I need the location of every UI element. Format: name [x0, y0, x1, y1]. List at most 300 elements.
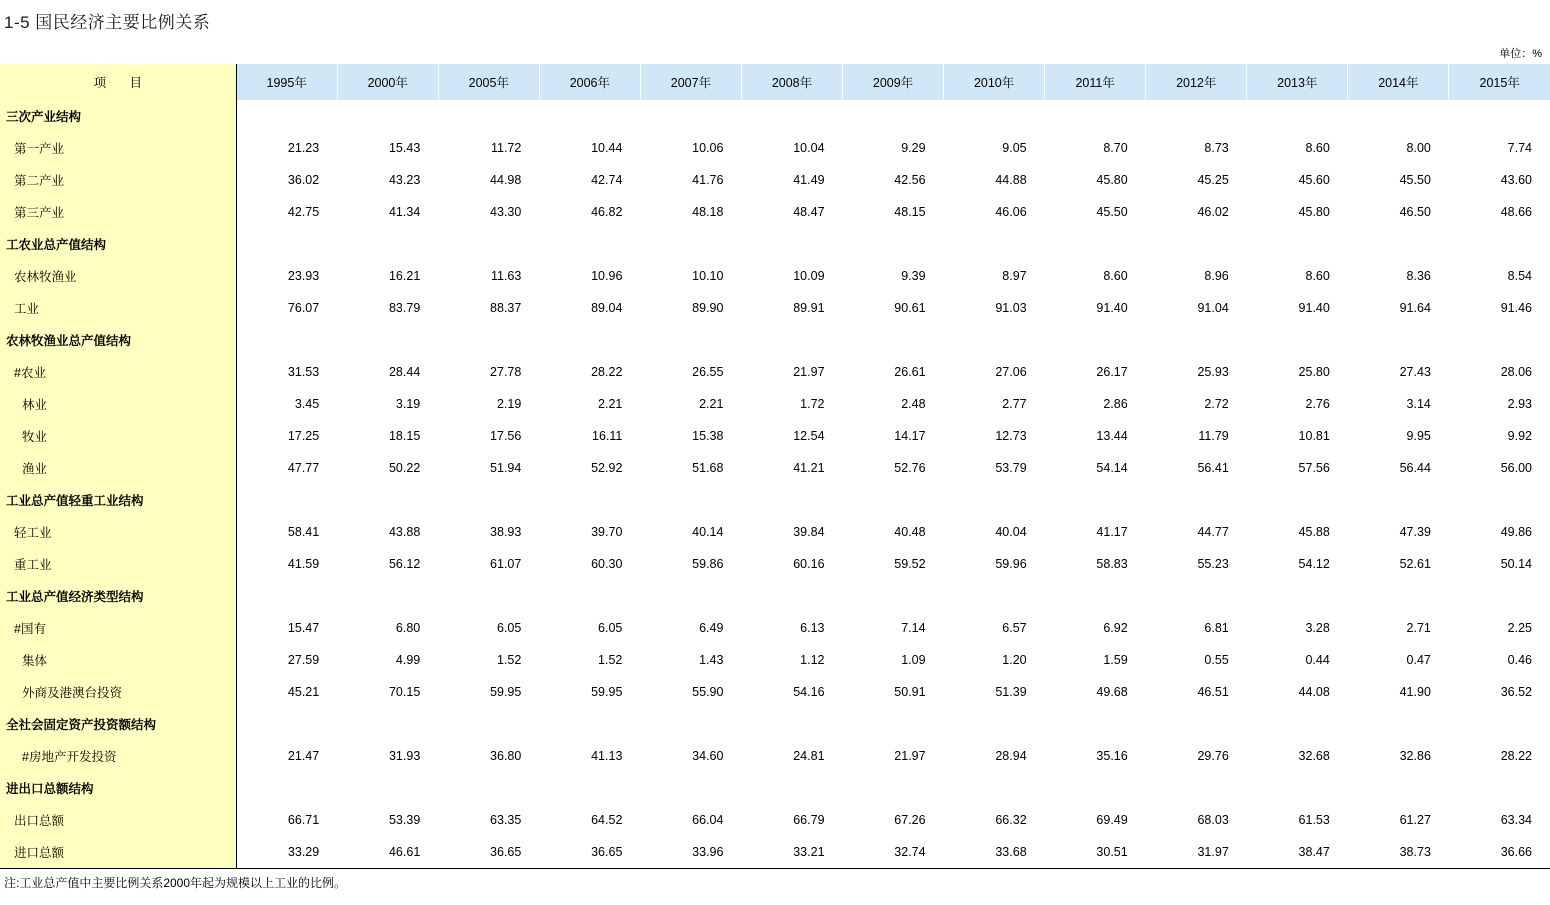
table-cell: 76.07: [287, 301, 320, 315]
table-cell: 66.71: [287, 813, 320, 827]
table-cell: 60.30: [591, 557, 623, 571]
table-cell: 59.96: [995, 557, 1027, 571]
table-row: [0, 484, 1550, 516]
table-cell: 7.14: [901, 621, 926, 635]
column-header-year: 2011年: [1045, 64, 1146, 100]
table-row: [0, 388, 1550, 420]
table-cell: 43.30: [490, 205, 522, 219]
table-cell: 15.43: [388, 141, 421, 155]
table-cell: [236, 228, 337, 260]
table-cell: 3.28: [1305, 621, 1330, 635]
table-cell: 47.77: [287, 461, 320, 475]
table-cell: 43.88: [388, 525, 421, 539]
table-cell: [1045, 708, 1146, 740]
table-cell: [1045, 772, 1146, 804]
table-cell: 91.46: [1500, 301, 1532, 315]
table-cell: 2.25: [1507, 621, 1532, 635]
table-cell: 49.86: [1500, 525, 1532, 539]
table-row: [0, 420, 1550, 452]
table-cell: 36.52: [1500, 685, 1532, 699]
table-cell: 8.97: [1002, 269, 1027, 283]
column-header-year: 2010年: [944, 64, 1045, 100]
table-cell: [741, 708, 842, 740]
table-cell: 28.44: [388, 365, 421, 379]
table-cell: 55.23: [1197, 557, 1229, 571]
table-cell: [640, 708, 741, 740]
table-cell: 52.92: [591, 461, 623, 475]
row-label: 外商及港澳台投资: [0, 676, 236, 708]
table-cell: 41.17: [1096, 525, 1128, 539]
table-cell: 39.70: [591, 525, 623, 539]
table-cell: [337, 324, 438, 356]
table-cell: [843, 100, 944, 132]
table-cell: 8.73: [1204, 141, 1229, 155]
table-cell: [1449, 100, 1550, 132]
table-cell: 9.29: [901, 141, 926, 155]
table-cell: 13.44: [1096, 429, 1128, 443]
table-cell: 50.91: [894, 685, 926, 699]
table-cell: 3.45: [294, 397, 320, 411]
table-cell: 8.60: [1103, 269, 1128, 283]
table-cell: 8.70: [1103, 141, 1128, 155]
row-label: 林业: [0, 388, 236, 420]
table-cell: [1146, 772, 1247, 804]
table-cell: [640, 228, 741, 260]
table-cell: 38.93: [490, 525, 522, 539]
table-cell: 58.83: [1096, 557, 1128, 571]
table-cell: [1146, 324, 1247, 356]
row-label: 进口总额: [0, 836, 236, 869]
column-header-year: 2007年: [640, 64, 741, 100]
table-cell: [1045, 324, 1146, 356]
table-cell: 41.34: [388, 205, 421, 219]
table-cell: [1045, 100, 1146, 132]
table-cell: 43.60: [1500, 173, 1532, 187]
table-head: [0, 64, 1550, 100]
row-label: 轻工业: [0, 516, 236, 548]
table-cell: 52.61: [1399, 557, 1431, 571]
table-row: [0, 324, 1550, 356]
table-cell: 11.72: [490, 141, 522, 155]
table-cell: 38.47: [1247, 836, 1348, 869]
table-cell: 12.54: [793, 429, 825, 443]
table-cell: 33.68: [944, 836, 1045, 869]
table-cell: 2.86: [1103, 397, 1128, 411]
table-cell: 50.14: [1500, 557, 1532, 571]
unit-label: 单位：%: [1499, 48, 1542, 60]
table-cell: 91.40: [1096, 301, 1128, 315]
table-cell: 32.86: [1399, 749, 1431, 763]
table-cell: [438, 324, 539, 356]
row-label: #房地产开发投资: [0, 740, 236, 772]
row-label: 工业: [0, 292, 236, 324]
table-cell: [1449, 484, 1550, 516]
table-cell: [539, 484, 640, 516]
table-cell: 36.65: [539, 836, 640, 869]
table-cell: 1.59: [1103, 653, 1128, 667]
table-cell: [944, 324, 1045, 356]
table-cell: 45.50: [1096, 205, 1128, 219]
table-cell: [1247, 580, 1348, 612]
table-cell: 39.84: [793, 525, 825, 539]
table-cell: 25.93: [1197, 365, 1229, 379]
table-row: [0, 100, 1550, 132]
table-cell: [1247, 100, 1348, 132]
table-cell: [539, 228, 640, 260]
table-cell: 8.36: [1406, 269, 1431, 283]
table-cell: 59.95: [591, 685, 623, 699]
table-cell: [1045, 484, 1146, 516]
table-cell: 10.96: [591, 269, 623, 283]
table-cell: [1449, 772, 1550, 804]
table-cell: [1146, 228, 1247, 260]
table-cell: 2.48: [901, 397, 926, 411]
table-cell: 29.76: [1197, 749, 1229, 763]
column-header-year: 2000年: [337, 64, 438, 100]
table-cell: 3.19: [395, 397, 421, 411]
table-cell: 10.04: [793, 141, 825, 155]
table-cell: [236, 580, 337, 612]
table-cell: 2.93: [1507, 397, 1532, 411]
table-cell: [236, 708, 337, 740]
table-cell: 17.56: [490, 429, 522, 443]
table-cell: 44.08: [1298, 685, 1330, 699]
table-cell: 15.47: [287, 621, 320, 635]
row-group-label: 进出口总额结构: [0, 772, 236, 804]
table-cell: [944, 228, 1045, 260]
table-row: [0, 292, 1550, 324]
table-row: [0, 132, 1550, 164]
table-cell: 21.97: [793, 365, 825, 379]
table-cell: [640, 772, 741, 804]
table-cell: 56.12: [388, 557, 421, 571]
table-cell: 45.60: [1298, 173, 1330, 187]
table-cell: [236, 324, 337, 356]
table-cell: 23.93: [287, 269, 320, 283]
table-cell: 40.48: [894, 525, 926, 539]
table-cell: 33.96: [640, 836, 741, 869]
table-row: [0, 196, 1550, 228]
table-cell: [337, 100, 438, 132]
table-cell: 2.76: [1305, 397, 1330, 411]
table-cell: 2.77: [1002, 397, 1027, 411]
column-header-item: 项 目: [0, 64, 236, 100]
table-cell: [1348, 772, 1449, 804]
table-cell: 43.23: [388, 173, 421, 187]
row-label: 第一产业: [0, 132, 236, 164]
table-cell: [1247, 772, 1348, 804]
row-group-label: 农林牧渔业总产值结构: [0, 324, 236, 356]
table-cell: 48.47: [793, 205, 825, 219]
table-cell: 45.50: [1399, 173, 1431, 187]
table-cell: 8.96: [1204, 269, 1229, 283]
table-cell: [843, 324, 944, 356]
table-cell: 69.49: [1096, 813, 1128, 827]
table-cell: 9.39: [901, 269, 926, 283]
table-cell: 38.73: [1348, 836, 1449, 869]
table-cell: 46.61: [337, 836, 438, 869]
table-cell: 66.04: [692, 813, 724, 827]
table-cell: 2.21: [598, 397, 623, 411]
column-header-year: 2015年: [1449, 64, 1550, 100]
table-cell: 0.47: [1406, 653, 1431, 667]
row-group-label: 工业总产值轻重工业结构: [0, 484, 236, 516]
table-cell: 0.55: [1204, 653, 1229, 667]
table-cell: [1247, 708, 1348, 740]
table-cell: 1.52: [598, 653, 623, 667]
table-cell: 28.22: [1500, 749, 1532, 763]
table-cell: [1449, 324, 1550, 356]
table-cell: [640, 324, 741, 356]
table-cell: [1247, 484, 1348, 516]
table-cell: 1.09: [901, 653, 926, 667]
table-cell: 25.80: [1298, 365, 1330, 379]
table-cell: 1.43: [699, 653, 724, 667]
table-cell: 91.40: [1298, 301, 1330, 315]
table-cell: [741, 228, 842, 260]
table-cell: 26.17: [1096, 365, 1128, 379]
column-header-year: 1995年: [236, 64, 337, 100]
table-row: [0, 804, 1550, 836]
table-cell: 45.21: [287, 685, 320, 699]
table-row: [0, 836, 1550, 869]
row-group-label: 全社会固定资产投资额结构: [0, 708, 236, 740]
table-cell: 41.59: [287, 557, 320, 571]
table-cell: 3.14: [1406, 397, 1431, 411]
table-cell: 41.13: [591, 749, 623, 763]
table-cell: 49.68: [1096, 685, 1128, 699]
table-cell: 91.64: [1399, 301, 1431, 315]
table-cell: 7.74: [1507, 141, 1532, 155]
table-cell: [1449, 580, 1550, 612]
table-cell: 35.16: [1096, 749, 1128, 763]
table-cell: [741, 100, 842, 132]
table-cell: 63.35: [490, 813, 522, 827]
row-label: 牧业: [0, 420, 236, 452]
table-row: [0, 740, 1550, 772]
table-cell: 27.06: [995, 365, 1027, 379]
table-cell: 61.53: [1298, 813, 1330, 827]
table-cell: 27.78: [490, 365, 522, 379]
table-cell: [640, 100, 741, 132]
table-row: [0, 516, 1550, 548]
table-cell: 59.86: [692, 557, 724, 571]
table-cell: [1045, 580, 1146, 612]
table-cell: 63.34: [1500, 813, 1532, 827]
table-cell: 6.49: [699, 621, 724, 635]
table-cell: 27.43: [1399, 365, 1431, 379]
table-row: [0, 580, 1550, 612]
table-cell: 57.56: [1298, 461, 1330, 475]
table-cell: 90.61: [894, 301, 926, 315]
table-cell: 0.44: [1305, 653, 1330, 667]
table-cell: 2.72: [1204, 397, 1229, 411]
table-cell: [741, 324, 842, 356]
table-cell: [337, 228, 438, 260]
table-cell: 89.04: [591, 301, 623, 315]
table-cell: [539, 324, 640, 356]
table-cell: 89.90: [692, 301, 724, 315]
table-cell: 10.09: [793, 269, 825, 283]
table-cell: [438, 580, 539, 612]
table-cell: 24.81: [793, 749, 825, 763]
table-cell: 53.79: [995, 461, 1027, 475]
table-cell: 46.51: [1197, 685, 1229, 699]
table-cell: [1247, 324, 1348, 356]
table-cell: [236, 772, 337, 804]
row-label: #农业: [0, 356, 236, 388]
table-cell: [640, 484, 741, 516]
table-cell: 66.79: [793, 813, 825, 827]
table-cell: 41.49: [793, 173, 825, 187]
table-cell: [539, 708, 640, 740]
row-label: 重工业: [0, 548, 236, 580]
table-cell: 91.04: [1197, 301, 1229, 315]
table-row: [0, 612, 1550, 644]
table-cell: [539, 580, 640, 612]
table-cell: 31.53: [287, 365, 320, 379]
table-cell: 40.04: [995, 525, 1027, 539]
table-cell: 55.90: [692, 685, 724, 699]
table-cell: 8.60: [1305, 269, 1330, 283]
table-cell: 6.80: [395, 621, 421, 635]
table-cell: 11.63: [490, 269, 522, 283]
table-cell: 54.16: [793, 685, 825, 699]
table-cell: [944, 580, 1045, 612]
table-cell: 46.06: [995, 205, 1027, 219]
table-cell: [438, 484, 539, 516]
table-cell: [438, 100, 539, 132]
table-cell: 36.02: [287, 173, 320, 187]
table-cell: [438, 772, 539, 804]
table-cell: 10.81: [1298, 429, 1330, 443]
table-cell: [1045, 228, 1146, 260]
table-cell: [843, 708, 944, 740]
table-cell: 9.95: [1406, 429, 1431, 443]
table-cell: 33.21: [741, 836, 842, 869]
table-cell: 30.51: [1045, 836, 1146, 869]
row-label: 第三产业: [0, 196, 236, 228]
table-cell: 36.65: [438, 836, 539, 869]
table-cell: [438, 228, 539, 260]
table-cell: 64.52: [591, 813, 623, 827]
table-cell: 6.92: [1103, 621, 1128, 635]
table-cell: [1348, 484, 1449, 516]
table-cell: 16.21: [388, 269, 421, 283]
table-cell: [741, 580, 842, 612]
column-header-year: 2012年: [1146, 64, 1247, 100]
table-cell: 6.13: [800, 621, 825, 635]
table-cell: 42.75: [287, 205, 320, 219]
table-cell: 53.39: [388, 813, 421, 827]
table-cell: [1247, 228, 1348, 260]
table-body: [0, 100, 1550, 869]
table-cell: 21.23: [287, 141, 320, 155]
table-row: [0, 772, 1550, 804]
table-cell: 21.47: [287, 749, 320, 763]
table-cell: [843, 484, 944, 516]
table-cell: 9.92: [1507, 429, 1532, 443]
table-row: [0, 164, 1550, 196]
table-cell: 34.60: [692, 749, 724, 763]
table-row: [0, 452, 1550, 484]
table-cell: 18.15: [388, 429, 421, 443]
table-cell: [337, 708, 438, 740]
table-cell: [1146, 708, 1247, 740]
table-cell: [843, 228, 944, 260]
row-label: 集体: [0, 644, 236, 676]
table-row: [0, 644, 1550, 676]
table-cell: 41.90: [1399, 685, 1431, 699]
table-cell: [539, 772, 640, 804]
table-cell: 41.21: [793, 461, 825, 475]
row-label: 出口总额: [0, 804, 236, 836]
table-cell: 51.68: [692, 461, 724, 475]
table-cell: 36.66: [1449, 836, 1550, 869]
table-cell: 2.71: [1406, 621, 1431, 635]
table-cell: 42.56: [894, 173, 926, 187]
data-table: [0, 64, 1550, 869]
table-cell: 33.29: [236, 836, 337, 869]
table-cell: 15.38: [692, 429, 724, 443]
table-cell: 8.00: [1406, 141, 1431, 155]
table-cell: 42.74: [591, 173, 623, 187]
table-cell: 4.99: [395, 653, 421, 667]
table-cell: 11.79: [1198, 429, 1229, 443]
table-cell: 46.50: [1399, 205, 1431, 219]
table-cell: 91.03: [995, 301, 1027, 315]
table-cell: 83.79: [388, 301, 421, 315]
table-cell: 68.03: [1197, 813, 1229, 827]
table-cell: 47.39: [1399, 525, 1431, 539]
table-row: [0, 676, 1550, 708]
table-cell: 10.10: [692, 269, 724, 283]
table-cell: 45.88: [1298, 525, 1330, 539]
table-cell: 8.54: [1507, 269, 1532, 283]
table-cell: [944, 772, 1045, 804]
table-row: [0, 356, 1550, 388]
table-cell: 6.05: [598, 621, 623, 635]
table-cell: [741, 484, 842, 516]
table-cell: 89.91: [793, 301, 825, 315]
table-cell: [337, 580, 438, 612]
table-cell: 26.61: [894, 365, 926, 379]
table-cell: 2.19: [496, 397, 522, 411]
row-group-label: 工农业总产值结构: [0, 228, 236, 260]
table-cell: 1.12: [800, 653, 825, 667]
row-label: #国有: [0, 612, 236, 644]
table-cell: 14.17: [894, 429, 926, 443]
row-label: 农林牧渔业: [0, 260, 236, 292]
table-cell: 70.15: [388, 685, 421, 699]
table-cell: 58.41: [287, 525, 320, 539]
table-cell: [1146, 100, 1247, 132]
table-cell: [236, 484, 337, 516]
table-row: [0, 548, 1550, 580]
table-cell: 51.94: [490, 461, 522, 475]
table-cell: 36.80: [490, 749, 522, 763]
table-row: [0, 708, 1550, 740]
table-cell: [1348, 708, 1449, 740]
table-row: [0, 228, 1550, 260]
table-cell: 44.98: [490, 173, 522, 187]
table-cell: 6.57: [1002, 621, 1027, 635]
table-cell: 8.60: [1305, 141, 1330, 155]
column-header-year: 2008年: [741, 64, 842, 100]
table-cell: 45.80: [1096, 173, 1128, 187]
table-cell: 56.00: [1500, 461, 1532, 475]
table-cell: [337, 484, 438, 516]
